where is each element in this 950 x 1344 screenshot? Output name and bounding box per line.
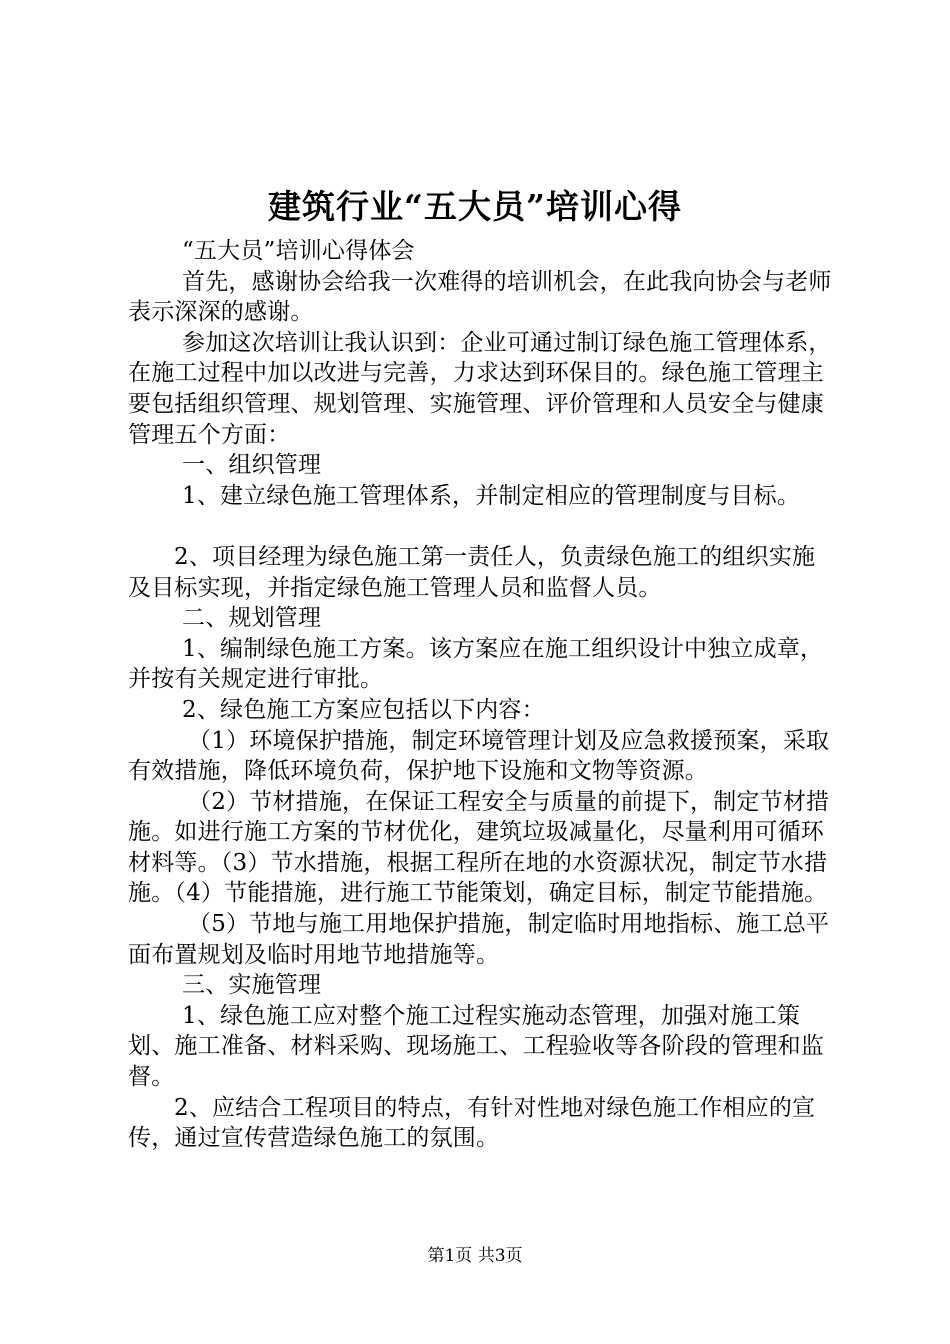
paragraph-organization-2: 2、项目经理为绿色施工第一责任人，负责绿色施工的组织实施及目标实现，并指定绿色施工管理人员和监督人员。: [128, 543, 816, 601]
document-title: 建筑行业“五大员”培训心得: [268, 187, 682, 226]
document-body: [128, 236, 834, 1154]
paragraph-planning-2: 2、绿色施工方案应包括以下内容：: [182, 696, 545, 723]
paragraph-organization-1: 1、建立绿色施工管理体系，并制定相应的管理制度与目标。: [182, 482, 801, 509]
section-heading-planning: 二、规划管理: [182, 605, 322, 632]
paragraph-planning-item-5: （5）节地与施工用地保护措施，制定临时用地指标、施工总平面布置规划及临时用地节地措施等。: [128, 911, 830, 968]
paragraph-implementation-1: 1、绿色施工应对整个施工过程实施动态管理，加强对施工策划、施工准备、材料采购、现场施工、工程验收等各阶段的管理和监督。: [128, 1002, 824, 1091]
section-heading-organization: 一、组织管理: [182, 452, 322, 479]
paragraph-planning-item-2: （2）节材措施，在保证工程安全与质量的前提下，制定节材措施。如进行施工方案的节材优化，建筑垃圾减量化，尽量利用可循环材料等。（3）节水措施，根据工程所在地的水资源状况，制定节水措施。（4）节能措施，进行施工节能策划，确定目标，制定节能措施。: [128, 788, 830, 907]
paragraph-thanks: 首先，感谢协会给我一次难得的培训机会，在此我向协会与老师表示深深的感谢。: [128, 268, 832, 326]
paragraph-subtitle: “五大员”培训心得体会: [182, 238, 415, 264]
paragraph-implementation-2: 2、应结合工程项目的特点，有针对性地对绿色施工作相应的宣传，通过宣传营造绿色施工的氛围。: [128, 1094, 816, 1152]
section-heading-implementation: 三、实施管理: [182, 972, 322, 999]
paragraph-intro: 参加这次培训让我认识到：企业可通过制订绿色施工管理体系，在施工过程中加以改进与完善，力求达到环保目的。绿色施工管理主要包括组织管理、规划管理、实施管理、评价管理和人员安全与健康管理五个方面：: [128, 329, 832, 448]
page-footer: 第1页 共3页: [427, 1246, 523, 1266]
paragraph-planning-item-1: （1）环境保护措施，制定环境管理计划及应急救援预案，采取有效措施，降低环境负荷，保护地下设施和文物等资源。: [128, 727, 830, 785]
paragraph-planning-1: 1、编制绿色施工方案。该方案应在施工组织设计中独立成章，并按有关规定进行审批。: [128, 635, 824, 693]
